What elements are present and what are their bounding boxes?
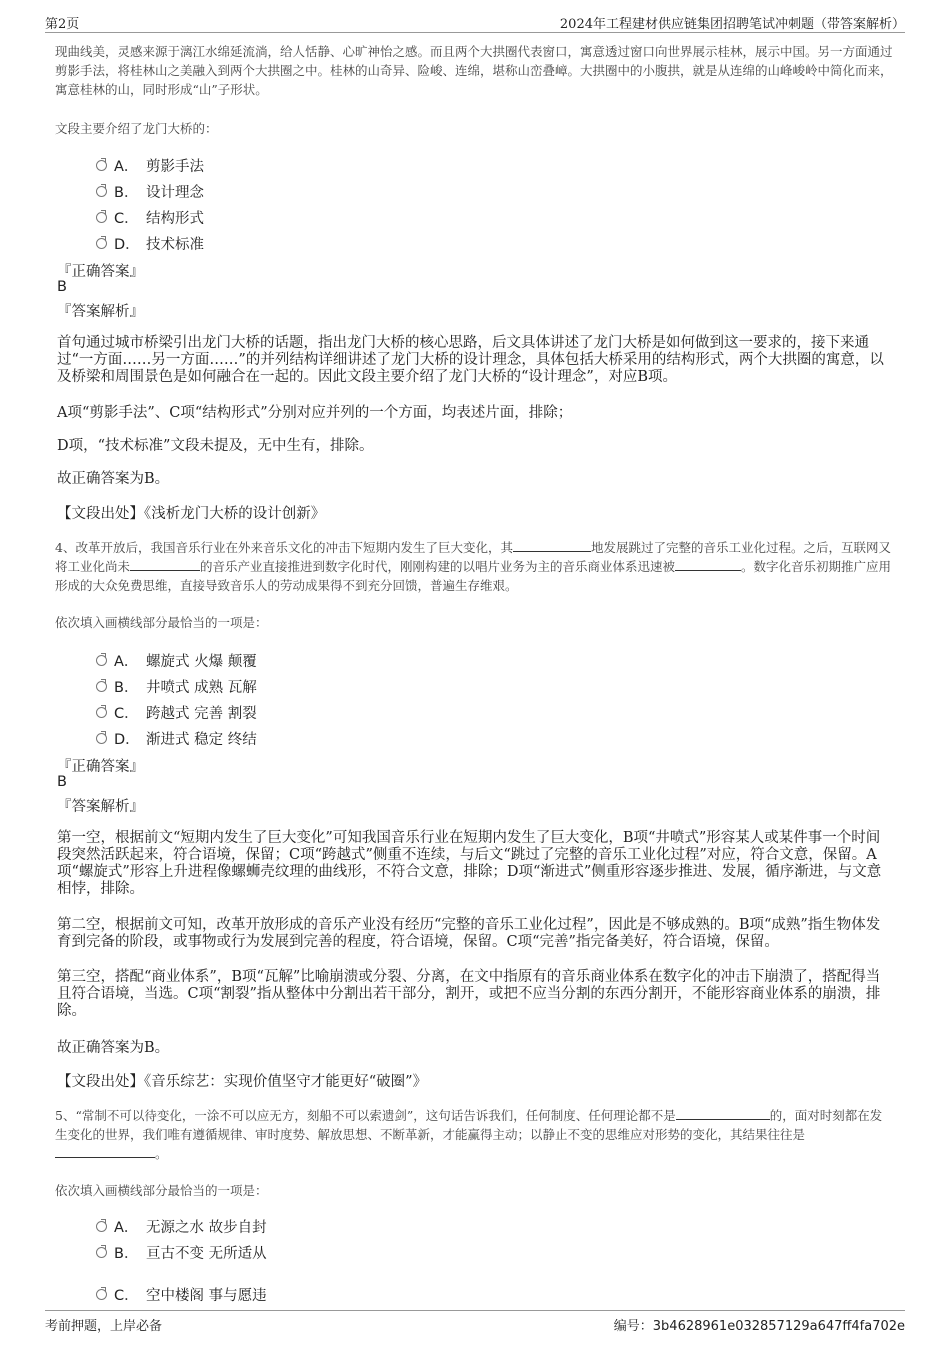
q3-analysis-para: A项“剪影手法”、C项“结构形式”分别对应并列的一个方面，均表述片面，排除； bbox=[57, 405, 573, 421]
q4-analysis-para: 故正确答案为B。 bbox=[57, 1040, 170, 1056]
radio-icon[interactable] bbox=[96, 238, 107, 249]
q3-analysis-tag: 『答案解析』 bbox=[57, 304, 144, 320]
q3-question: 文段主要介绍了龙门大桥的： bbox=[55, 121, 218, 136]
q5-stem: 5、“常制不可以待变化，一涂不可以应无方，刻船不可以索遗剑”，这句话告诉我们，任何制度、任何理论都不是 的，面对时刻都在发生变化的世界，我们唯有遵循规律、审时度势、解放思想、不断革新，才能赢得主动；以静止不变的思维应对形势的变化，其结果往往是。 bbox=[55, 1108, 883, 1161]
q4-question: 依次填入画横线部分最恰当的一项是： bbox=[55, 615, 268, 630]
radio-icon[interactable] bbox=[96, 733, 107, 744]
radio-icon[interactable] bbox=[96, 655, 107, 666]
page-header bbox=[45, 10, 905, 33]
footer-slogan: 考前押题，上岸必备 bbox=[45, 1319, 163, 1334]
q3-analysis-para: D项，“技术标准”文段未提及，无中生有，排除。 bbox=[57, 438, 374, 454]
q3-answer: B bbox=[57, 279, 67, 295]
radio-icon[interactable] bbox=[96, 186, 107, 197]
q4-stem: 4、改革开放后，我国音乐行业在外来音乐文化的冲击下短期内发生了巨大变化，其 地发展跳过了完整的音乐工业化过程。之后，互联网又将工业化尚未 的音乐产业直接推进到数字化时代，刚刚构建的以唱片业务为主的音乐商业体系迅速被 。数字化音乐初期推广应用形成的大众免费思维，直接导致音乐人的劳动成果得不到充分回馈，普遍生存维艰。 bbox=[55, 540, 892, 593]
answer-blank bbox=[675, 558, 741, 571]
answer-blank bbox=[513, 539, 591, 552]
q4-analysis-tag: 『答案解析』 bbox=[57, 799, 144, 815]
document-title: 2024年工程建材供应链集团招聘笔试冲刺题（带答案解析） bbox=[559, 17, 905, 32]
radio-icon[interactable] bbox=[96, 160, 107, 171]
answer-blank bbox=[676, 1107, 770, 1120]
answer-blank bbox=[55, 1145, 155, 1158]
answer-blank bbox=[130, 558, 200, 571]
radio-icon[interactable] bbox=[96, 681, 107, 692]
q3-source: 【文段出处】《浅析龙门大桥的设计创新》 bbox=[57, 506, 326, 522]
radio-icon[interactable] bbox=[96, 1221, 107, 1232]
q3-answer-tag: 『正确答案』 bbox=[57, 264, 144, 280]
page-number: 第2页 bbox=[45, 17, 80, 32]
q4-source: 【文段出处】《音乐综艺：实现价值坚守才能更好“破圈”》 bbox=[57, 1074, 428, 1090]
radio-icon[interactable] bbox=[96, 1247, 107, 1258]
document-code: 编号：3b4628961e032857129a647ff4fa702e bbox=[613, 1319, 905, 1334]
page-footer bbox=[45, 1310, 905, 1335]
radio-icon[interactable] bbox=[96, 707, 107, 718]
q4-answer-tag: 『正确答案』 bbox=[57, 759, 144, 775]
q4-analysis-para: 第二空，根据前文可知，改革开放形成的音乐产业没有经历“完整的音乐工业化过程”，因此是不够成熟的。B项“成熟”指生物体发育到完备的阶段，或事物或行为发展到完善的程度，符合语境，保留。C项“完善”指完备美好，符合语境，保留。 bbox=[57, 917, 881, 950]
q4-analysis-para: 第三空，搭配“商业体系”，B项“瓦解”比喻崩溃或分裂、分离，在文中指原有的音乐商业体系在数字化的冲击下崩溃了，搭配得当且符合语境，当选。C项“割裂”指从整体中分割出若干部分，割开，或把不应当分割的东西分割开，不能形容商业体系的崩溃，排除。 bbox=[57, 969, 881, 1019]
q4-analysis-para: 第一空，根据前文“短期内发生了巨大变化”可知我国音乐行业在短期内发生了巨大变化，B项“井喷式”形容某人或某件事一个时间段突然活跃起来，符合语境，保留；C项“跨越式”侧重不连续，与后文“跳过了完整的音乐工业化过程”对应，符合文意，保留。A项“螺旋式”形容上升进程像螺蛳壳纹理的曲线形，不符合文意，排除；D项“渐进式”侧重形容逐步推进、发展，循序渐进，与文意相悖，排除。 bbox=[57, 830, 882, 897]
radio-icon[interactable] bbox=[96, 212, 107, 223]
q3-passage: 现曲线美，灵感来源于漓江水绵延流淌，给人恬静、心旷神怡之感。而且两个大拱圈代表窗口，寓意透过窗口向世界展示桂林，展示中国。另一方面通过剪影手法，将桂林山之美融入到两个大拱圈之中。桂林的山奇异、险峻、连绵，堪称山峦叠嶂。大拱圈中的小腹拱，就是从连绵的山峰峻岭中简化而来，寓意桂林的山，同时形成“山”子形状。 bbox=[55, 44, 893, 97]
q5-question: 依次填入画横线部分最恰当的一项是： bbox=[55, 1183, 268, 1198]
q4-answer: B bbox=[57, 774, 67, 790]
q3-analysis-para: 故正确答案为B。 bbox=[57, 471, 170, 487]
radio-icon[interactable] bbox=[96, 1289, 107, 1300]
q3-analysis-para: 首句通过城市桥梁引出龙门大桥的话题，指出龙门大桥的核心思路，后文具体讲述了龙门大桥是如何做到这一要求的，接下来通过“一方面……另一方面……”的并列结构详细讲述了龙门大桥的设计理念，具体包括大桥采用的结构形式，两个大拱圈的寓意，以及桥梁和周围景色是如何融合在一起的。因此文段主要介绍了龙门大桥的“设计理念”，对应B项。 bbox=[57, 335, 884, 385]
